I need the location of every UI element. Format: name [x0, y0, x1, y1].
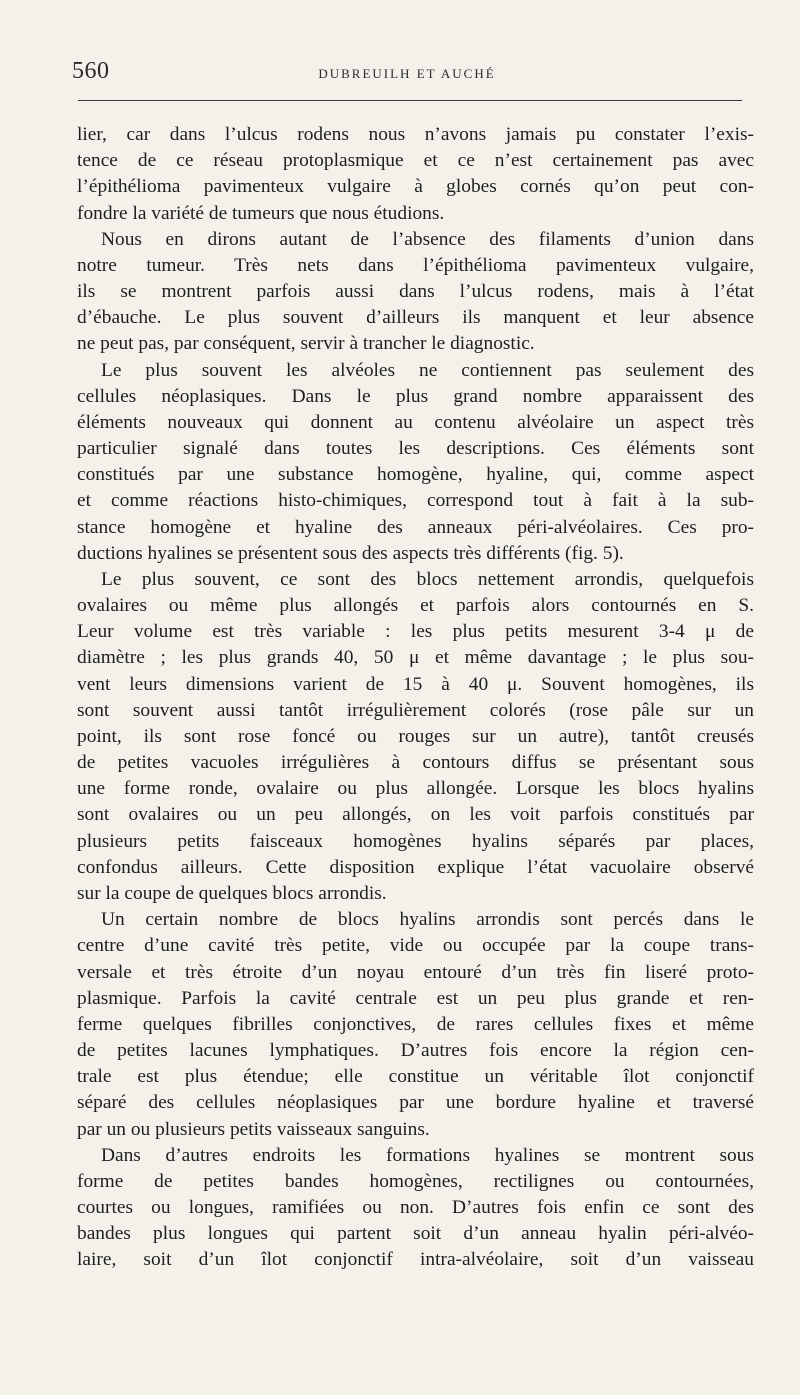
text-line: Leur volume est très variable : les plus petits mesurent 3-4 μ de: [77, 621, 754, 643]
text-line: bandes plus longues qui partent soit d’un anneau hyalin péri-alvéo-: [77, 1223, 754, 1245]
text-line: Un certain nombre de blocs hyalins arrondis sont percés dans le: [101, 909, 754, 931]
text-line: ils se montrent parfois aussi dans l’ulcus rodens, mais à l’état: [77, 281, 754, 303]
running-title: DUBREUILH ET AUCHÉ: [318, 66, 496, 81]
page-number: 560: [72, 58, 110, 84]
text-line: Nous en dirons autant de l’absence des filaments d’union dans: [101, 228, 754, 250]
text-line: et comme réactions histo-chimiques, correspond tout à fait à la sub-: [77, 490, 754, 512]
text-line: trale est plus étendue; elle constitue un véritable îlot conjonctif: [77, 1066, 754, 1088]
text-line: versale et très étroite d’un noyau entouré d’un très fin liseré proto-: [77, 961, 754, 983]
header-rule: [78, 100, 742, 101]
body-text: [77, 122, 754, 1274]
text-line: lier, car dans l’ulcus rodens nous n’avons jamais pu constater l’exis-: [77, 124, 754, 145]
text-line: éléments nouveaux qui donnent au contenu alvéolaire un aspect très: [77, 411, 754, 433]
text-line: ovalaires ou même plus allongés et parfois alors contournés en S.: [77, 595, 754, 617]
text-line: sur la coupe de quelques blocs arrondis.: [77, 882, 387, 904]
text-line: de petites vacuoles irrégulières à contours diffus se présentant sous: [77, 752, 754, 774]
text-line: diamètre ; les plus grands 40, 50 μ et même davantage ; le plus sou-: [77, 647, 754, 669]
text-line: cellules néoplasiques. Dans le plus grand nombre apparaissent des: [77, 385, 754, 407]
text-line: particulier signalé dans toutes les descriptions. Ces éléments sont: [77, 438, 754, 460]
text-line: notre tumeur. Très nets dans l’épithélioma pavimenteux vulgaire,: [77, 254, 754, 276]
text-line: Le plus souvent, ce sont des blocs nettement arrondis, quelquefois: [101, 568, 754, 590]
text-line: l’épithélioma pavimenteux vulgaire à globes cornés qu’on peut con-: [77, 176, 754, 198]
text-line: d’ébauche. Le plus souvent d’ailleurs ils manquent et leur absence: [77, 307, 754, 329]
text-line: sont souvent aussi tantôt irrégulièrement colorés (rose pâle sur un: [77, 699, 754, 721]
text-line: stance homogène et hyaline des anneaux péri-alvéolaires. Ces pro-: [77, 516, 754, 538]
text-line: fondre la variété de tumeurs que nous étudions.: [77, 202, 445, 224]
text-line: centre d’une cavité très petite, vide ou occupée par la coupe trans-: [77, 935, 754, 957]
text-line: ductions hyalines se présentent sous des aspects très différents (fig. 5).: [77, 542, 624, 564]
text-line: courtes ou longues, ramifiées ou non. D’autres fois enfin ce sont des: [77, 1197, 754, 1219]
text-line: Dans d’autres endroits les formations hyalines se montrent sous: [101, 1144, 754, 1166]
text-line: forme de petites bandes homogènes, rectilignes ou contournées,: [77, 1170, 754, 1192]
page-header: [72, 58, 742, 94]
text-line: plasmique. Parfois la cavité centrale est un peu plus grande et ren-: [77, 987, 754, 1009]
text-line: sont ovalaires ou un peu allongés, on les voit parfois constitués par: [77, 804, 754, 826]
text-line: tence de ce réseau protoplasmique et ce n’est certainement pas avec: [77, 150, 754, 172]
text-line: ferme quelques fibrilles conjonctives, de rares cellules fixes et même: [77, 1013, 754, 1035]
text-line: ne peut pas, par conséquent, servir à trancher le diagnostic.: [77, 333, 535, 355]
text-line: point, ils sont rose foncé ou rouges sur un autre), tantôt creusés: [77, 725, 754, 747]
text-line: de petites lacunes lymphatiques. D’autres fois encore la région cen-: [77, 1040, 754, 1062]
text-line: constitués par une substance homogène, hyaline, qui, comme aspect: [77, 464, 754, 486]
text-line: confondus ailleurs. Cette disposition explique l’état vacuolaire observé: [77, 856, 754, 878]
text-line: vent leurs dimensions varient de 15 à 40 μ. Souvent homogènes, ils: [77, 673, 754, 695]
text-line: Le plus souvent les alvéoles ne contiennent pas seulement des: [101, 359, 754, 381]
text-line: laire, soit d’un îlot conjonctif intra-alvéolaire, soit d’un vaisseau: [77, 1249, 754, 1271]
text-line: séparé des cellules néoplasiques par une bordure hyaline et traversé: [77, 1092, 754, 1114]
text-line: par un ou plusieurs petits vaisseaux sanguins.: [77, 1118, 430, 1140]
text-line: plusieurs petits faisceaux homogènes hyalins séparés par places,: [77, 830, 754, 852]
text-line: une forme ronde, ovalaire ou plus allongée. Lorsque les blocs hyalins: [77, 778, 754, 800]
